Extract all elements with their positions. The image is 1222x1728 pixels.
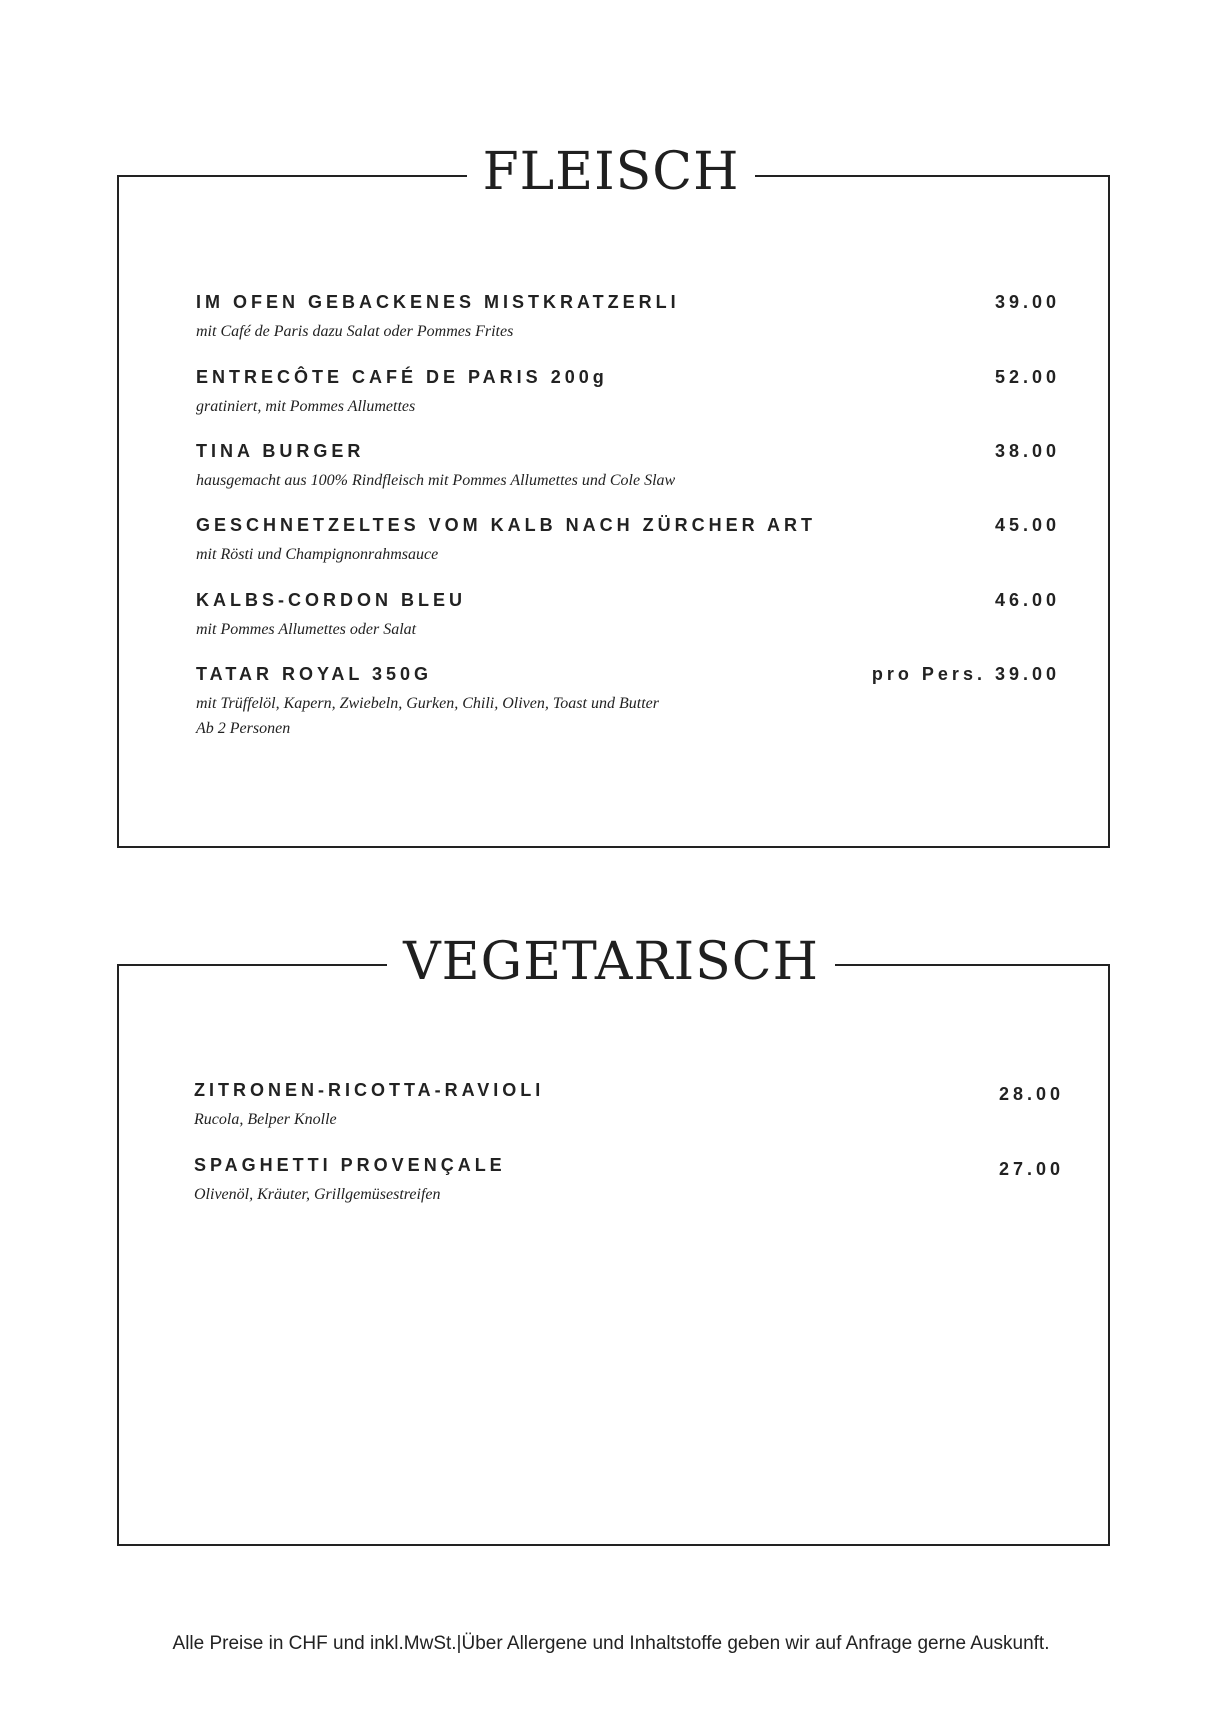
item-price: 39.00 xyxy=(994,292,1060,312)
section-title-fleisch xyxy=(0,142,1222,202)
item-name: GESCHNETZELTES VOM KALB NACH ZÜRCHER ART xyxy=(196,515,816,535)
section-title-text: VEGETARISCH xyxy=(387,932,835,992)
footer-note: Alle Preise in CHF und inkl.MwSt.|Über Allergene und Inhaltstoffe geben wir auf Anfrage gerne Auskunft. xyxy=(172,1633,1050,1654)
item-name: TATAR ROYAL 350G xyxy=(196,664,433,684)
item-price: 45.00 xyxy=(994,515,1060,535)
item-name: TINA BURGER xyxy=(196,441,365,461)
item-price: 52.00 xyxy=(994,367,1060,387)
item-price: 27.00 xyxy=(998,1159,1064,1179)
item-description: hausgemacht aus 100% Rindfleisch mit Pommes Allumettes und Cole Slaw xyxy=(196,472,676,489)
item-name: ZITRONEN-RICOTTA-RAVIOLI xyxy=(194,1080,545,1100)
item-price: 46.00 xyxy=(994,590,1060,610)
item-description: mit Café de Paris dazu Salat oder Pommes Frites xyxy=(196,323,514,340)
item-name: SPAGHETTI PROVENÇALE xyxy=(194,1155,506,1175)
item-price: 38.00 xyxy=(994,441,1060,461)
item-name: KALBS-CORDON BLEU xyxy=(196,590,466,610)
vegetarisch-section-box xyxy=(117,964,1110,1546)
section-title-vegetarisch xyxy=(0,932,1222,992)
item-price: 28.00 xyxy=(998,1084,1064,1104)
item-description: Olivenöl, Kräuter, Grillgemüsestreifen xyxy=(194,1186,441,1203)
item-description: Rucola, Belper Knolle xyxy=(194,1111,337,1128)
item-name: ENTRECÔTE CAFÉ DE PARIS 200g xyxy=(196,367,608,387)
item-description: gratiniert, mit Pommes Allumettes xyxy=(196,398,416,415)
item-description: mit Rösti und Champignonrahmsauce xyxy=(196,546,439,563)
section-title-text: FLEISCH xyxy=(467,142,756,202)
item-description: mit Pommes Allumettes oder Salat xyxy=(196,621,417,638)
item-description: mit Trüffelöl, Kapern, Zwiebeln, Gurken, Chili, Oliven, Toast und Butter xyxy=(196,695,659,712)
fleisch-section-box xyxy=(117,175,1110,848)
item-description-note: Ab 2 Personen xyxy=(196,720,291,737)
item-name: IM OFEN GEBACKENES MISTKRATZERLI xyxy=(196,292,680,312)
item-price: pro Pers. 39.00 xyxy=(871,664,1060,684)
